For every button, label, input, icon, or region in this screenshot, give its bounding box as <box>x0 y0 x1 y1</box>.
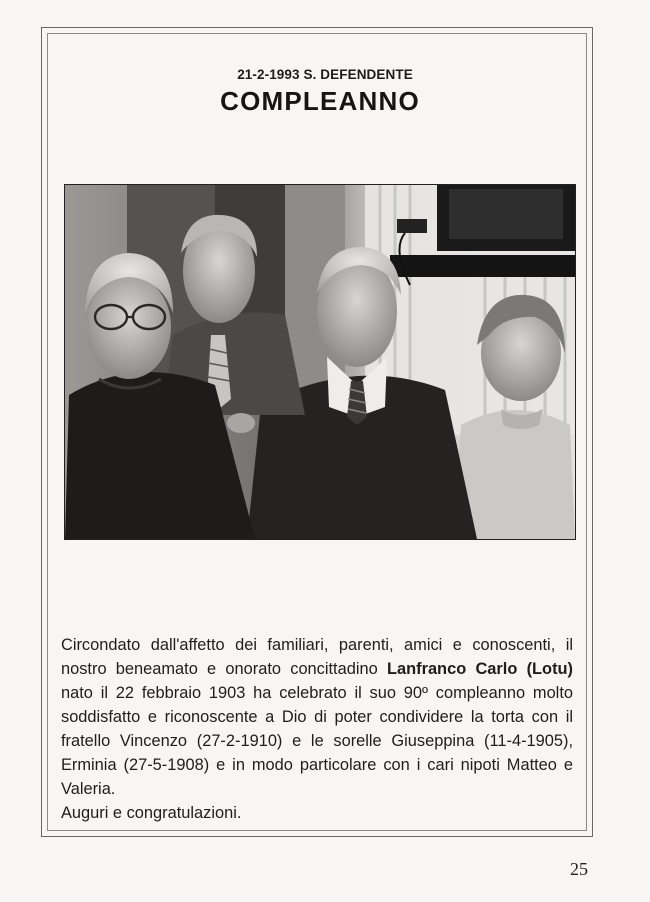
group-portrait-photo <box>64 184 576 540</box>
article-body <box>61 633 573 825</box>
page-number: 25 <box>570 859 588 879</box>
event-date-line: 21-2-1993 S. DEFENDENTE <box>237 67 413 82</box>
article-text-details: nato il 22 febbraio 1903 ha celebrato il suo 90º compleanno molto soddisfatto e riconoscente a Dio di poter condividere la torta con il fratello Vincenzo (27-2-1910) e le sorelle Giuseppina (11-4-1905), Erminia (27-5-1908) e in modo particolare con i cari nipoti Matteo e Valeria. <box>61 684 573 799</box>
page-title: COMPLEANNO <box>220 86 420 116</box>
article-text-intro: Circondato dall'affetto dei familiari, parenti, amici e conoscenti, il nostro beneamato e onorato concittadino <box>61 636 573 679</box>
article-closing: Auguri e congratulazioni. <box>61 804 242 823</box>
honoree-name: Lanfranco Carlo (Lotu) <box>386 660 573 679</box>
